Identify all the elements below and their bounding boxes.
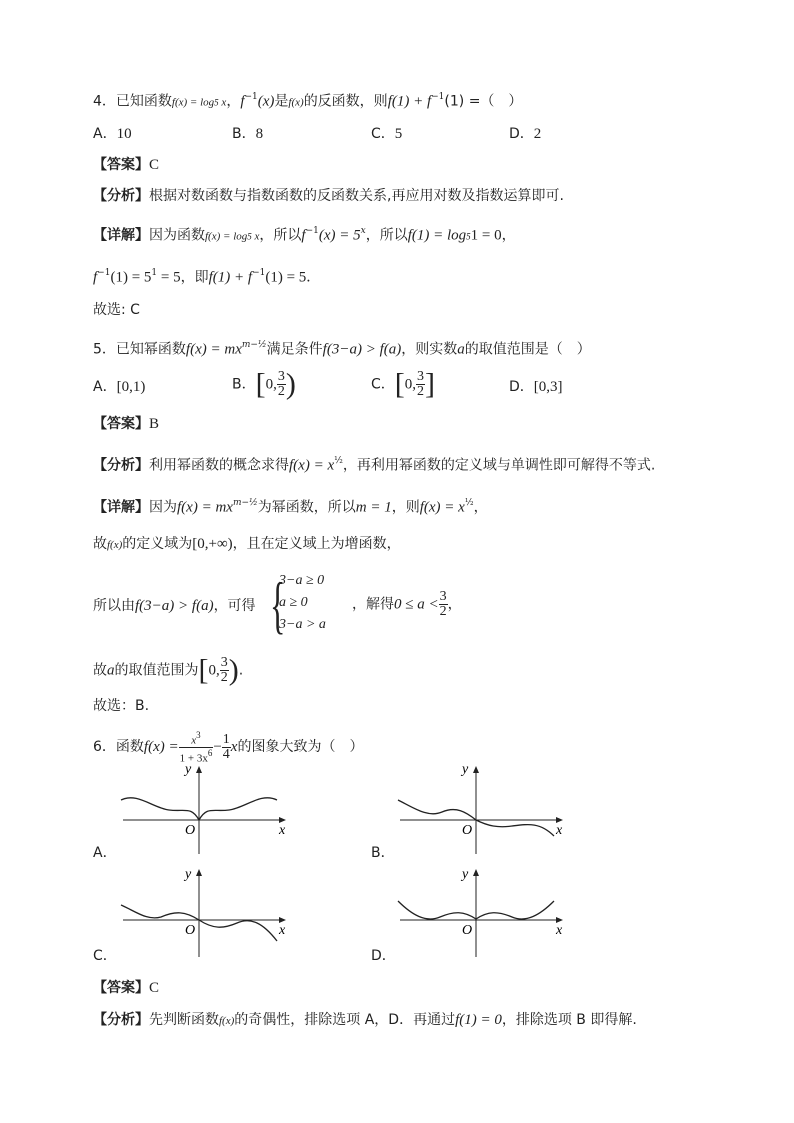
q5-option-b[interactable]: B．[0, $\frac{3}{2}$ ) [232,367,296,401]
q4-option-d[interactable]: D．2 [509,126,542,142]
x-label: x [279,823,286,838]
y-label: y [462,764,469,777]
y-axis-arrow [196,766,202,773]
x-label: x [556,823,563,838]
y-axis-arrow [473,766,479,773]
q6-answer: 【答案】C [93,980,160,996]
origin-label: O [462,823,473,838]
q6-analysis: 【分析】先判断函数f(x)的奇偶性，排除选项 A，D．再通过f(1) = 0，排除选项 B 即得解. [93,1012,637,1028]
q5-solution: ，解得0 ≤ a < $\frac{3}{2}$ ， [352,589,462,619]
y-axis-arrow [196,869,202,876]
q4-choose: 故选: C [93,302,140,318]
origin-label: O [462,923,473,938]
q6-option-c[interactable]: C． [93,948,117,964]
q5-answer: 【答案】B [93,416,160,432]
q5-stem: 5．已知幂函数$f(x) = mx^{m-\frac{1}{2}}$满足条件f(3−a) > f(a)，则实数a的取值范围是（ ） [93,340,591,358]
q5-choose: 故选：B. [93,698,150,714]
q6-graph-c[interactable] [115,867,295,959]
q5-range: 故a的取值范围为[0, $\frac{3}{2}$ ). [93,653,244,687]
q4-detail-line2: $f^{-1}(1) = 5^1 = 5$，即$f(1) + f^{-1}(1) = 5$． [93,268,321,286]
q6-graph-b[interactable] [392,764,572,856]
q4-detail: 【详解】因为函数f(x) = log5 x，所以$f^{-1}(x) = 5^x$，所以f(1) = log51 = 0， [93,226,516,244]
q4-number: 4． [93,93,116,110]
x-label: x [279,923,286,938]
q5-option-d[interactable]: D．[0,3] [509,379,563,395]
y-label: y [462,867,469,882]
q4-stem: 4．已知函数f(x) = log5 x，$f^{-1}(x)$是f(x)的反函数，则$f(1) + f^{-1}(1)$ =（ ） [93,92,523,110]
q6-option-d[interactable]: D． [371,948,396,964]
q6-option-b[interactable]: B． [371,845,395,861]
q5-number: 5． [93,341,116,358]
q5-inequality-system: { 3−a ≥ 0 a ≥ 0 3−a > a [270,569,326,640]
q4-option-b[interactable]: B．8 [232,126,264,142]
q5-option-a[interactable]: A．[0,1) [93,379,146,395]
q5-option-c[interactable]: C．[0, $\frac{3}{2}$ ] [371,367,436,401]
y-label: y [185,867,192,882]
origin-label: O [185,923,196,938]
q5-analysis: 【分析】利用幂函数的概念求得$f(x) = x^{\frac{1}{2}}$，再利用幂函数的定义域与单调性即可解得不等式. [93,456,656,474]
q5-domain: 故f(x)的定义域为[0,+∞)，且在定义域上为增函数， [93,536,401,552]
y-label: y [185,764,192,777]
q6-graph-d[interactable] [392,867,572,959]
q6-number: 6． [93,739,116,756]
q4-answer: 【答案】C [93,157,160,173]
q5-system-line: 所以由f(3−a) > f(a)，可得 [93,598,256,614]
q6-stem: 6．函数f(x) = $\frac{x^3}{1 + 3x^6}$ − $\frac{1}{4}$ x的图象大致为（ ） [93,730,364,765]
q6-graph-a[interactable] [115,764,295,856]
x-label: x [556,923,563,938]
q5-detail: 【详解】因为$f(x) = mx^{m-\frac{1}{2}}$为幂函数，所以m = 1，则$f(x) = x^{\frac{1}{2}}$， [93,498,488,516]
q4-analysis: 【分析】根据对数函数与指数函数的反函数关系,再应用对数及指数运算即可. [93,188,564,204]
y-axis-arrow [473,869,479,876]
origin-label: O [185,823,196,838]
q4-option-a[interactable]: A．10 [93,126,132,142]
brace-symbol: { [270,569,286,640]
q4-option-c[interactable]: C．5 [371,126,403,142]
q6-option-a[interactable]: A． [93,845,117,861]
